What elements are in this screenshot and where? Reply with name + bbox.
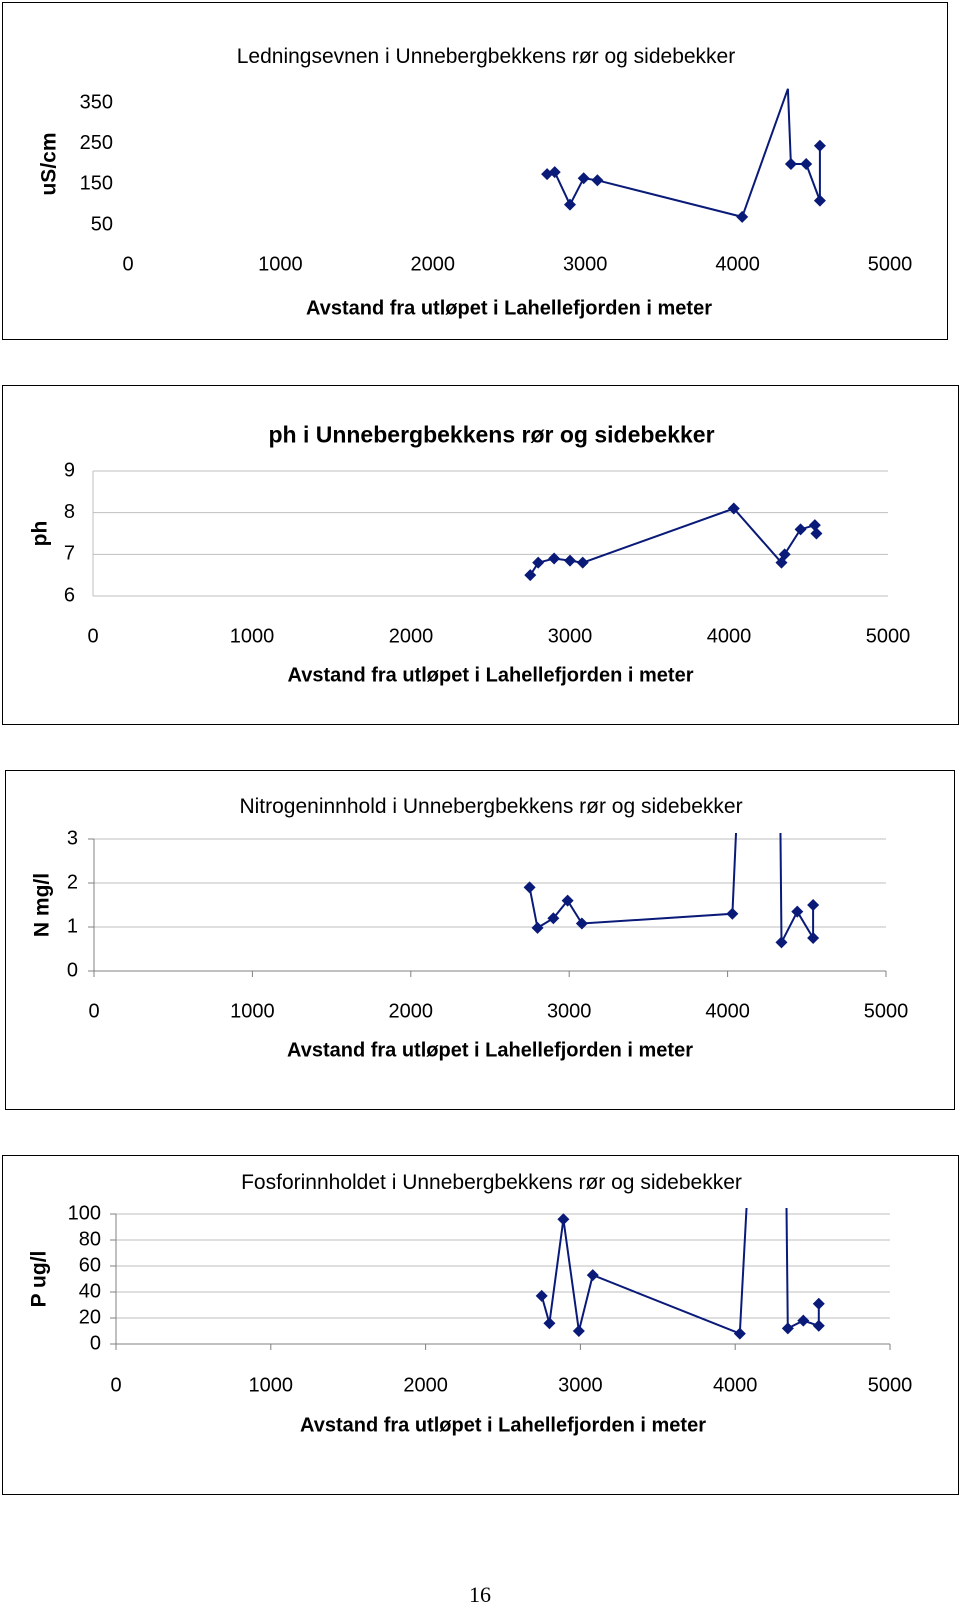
x-tick-label: 3000 <box>546 1000 592 1023</box>
chart-title: ph i Unnebergbekkens rør og sidebekker <box>268 421 715 448</box>
x-tick-label: 2000 <box>403 1374 448 1397</box>
data-point <box>543 1317 555 1329</box>
y-axis-label: ph <box>28 520 52 547</box>
phosphorus-chart <box>3 1156 960 1496</box>
x-axis-label: Avstand fra utløpet i Lahellefjorden i meter <box>287 664 694 687</box>
nitrogen-chart <box>6 771 956 1111</box>
x-tick-label: 5000 <box>865 625 911 648</box>
data-point <box>734 1328 746 1340</box>
data-point <box>587 1269 599 1281</box>
y-tick-label: 0 <box>66 959 78 982</box>
x-tick-label: 4000 <box>712 1374 758 1397</box>
y-tick-label: 0 <box>89 1332 101 1355</box>
y-tick-label: 250 <box>79 131 113 154</box>
x-axis-label: Avstand fra utløpet i Lahellefjorden i meter <box>300 1414 706 1437</box>
x-tick-label: 0 <box>110 1374 122 1397</box>
x-tick-label: 1000 <box>229 625 275 648</box>
ph-chart <box>3 386 960 726</box>
conductivity-chart-panel <box>2 2 948 340</box>
data-point <box>736 211 748 223</box>
x-tick-label: 3000 <box>558 1374 603 1397</box>
y-axis-label: uS/cm <box>37 132 61 196</box>
data-point <box>564 555 576 567</box>
y-tick-label: 60 <box>78 1254 101 1277</box>
x-tick-label: 0 <box>88 1000 100 1023</box>
x-tick-label: 4000 <box>715 253 760 276</box>
x-tick-label: 2000 <box>388 625 434 648</box>
data-point <box>573 1325 585 1337</box>
data-point <box>524 569 536 581</box>
x-tick-label: 1000 <box>248 1374 294 1397</box>
x-tick-label: 0 <box>122 253 134 276</box>
y-tick-label: 7 <box>63 542 75 565</box>
data-point <box>564 199 576 211</box>
data-point <box>810 528 822 540</box>
data-point <box>578 172 590 184</box>
data-point <box>577 557 589 569</box>
y-tick-label: 150 <box>79 172 113 195</box>
nitrogen-chart-panel <box>5 770 955 1110</box>
y-tick-label: 20 <box>78 1306 101 1329</box>
y-tick-label: 350 <box>79 91 113 114</box>
x-tick-label: 1000 <box>230 1000 275 1023</box>
series-line <box>547 89 820 217</box>
data-point <box>591 174 603 186</box>
y-tick-label: 80 <box>78 1228 101 1251</box>
y-tick-label: 9 <box>63 459 75 482</box>
data-point <box>532 922 544 934</box>
x-axis-label: Avstand fra utløpet i Lahellefjorden i meter <box>306 297 712 320</box>
x-tick-label: 5000 <box>867 253 913 276</box>
y-tick-label: 2 <box>66 871 78 894</box>
x-tick-label: 4000 <box>705 1000 750 1023</box>
chart-title: Fosforinnholdet i Unnebergbekkens rør og sidebekker <box>241 1171 742 1195</box>
data-point <box>532 557 544 569</box>
x-tick-label: 0 <box>87 625 99 648</box>
x-tick-label: 1000 <box>258 253 303 276</box>
data-point <box>814 195 826 207</box>
y-tick-label: 40 <box>78 1280 101 1303</box>
data-point <box>797 1315 809 1327</box>
y-tick-label: 50 <box>90 213 113 236</box>
data-point <box>813 1298 825 1310</box>
data-point <box>807 932 819 944</box>
phosphorus-chart-panel <box>2 1155 959 1495</box>
y-tick-label: 1 <box>66 915 78 938</box>
page-number: 16 <box>469 1582 491 1607</box>
conductivity-chart <box>3 3 949 341</box>
x-tick-label: 2000 <box>388 1000 434 1023</box>
y-tick-label: 100 <box>67 1202 101 1225</box>
data-point <box>814 140 826 152</box>
data-point <box>813 1320 825 1332</box>
chart-title: Nitrogeninnhold i Unnebergbekkens rør og sidebekker <box>239 795 743 819</box>
y-axis-label: P ug/l <box>27 1250 51 1308</box>
data-point <box>800 158 812 170</box>
data-point <box>807 899 819 911</box>
x-tick-label: 3000 <box>562 253 608 276</box>
data-point <box>791 906 803 918</box>
data-point <box>782 1322 794 1334</box>
x-tick-label: 2000 <box>410 253 456 276</box>
y-tick-label: 8 <box>63 500 75 523</box>
chart-title: Ledningsevnen i Unnebergbekkens rør og sidebekker <box>236 45 736 69</box>
data-point <box>557 1213 569 1225</box>
series-line <box>530 509 816 576</box>
ph-chart-panel <box>2 385 959 725</box>
data-point <box>795 523 807 535</box>
data-point <box>785 158 797 170</box>
data-point <box>576 917 588 929</box>
x-tick-label: 4000 <box>706 625 752 648</box>
x-axis-label: Avstand fra utløpet i Lahellefjorden i meter <box>287 1039 693 1062</box>
data-point <box>726 908 738 920</box>
y-tick-label: 3 <box>66 827 78 850</box>
y-tick-label: 6 <box>63 584 75 607</box>
series-line <box>542 1188 819 1334</box>
x-tick-label: 5000 <box>863 1000 909 1023</box>
x-tick-label: 3000 <box>547 625 593 648</box>
y-axis-label: N mg/l <box>30 872 54 938</box>
x-tick-label: 5000 <box>867 1374 913 1397</box>
data-point <box>775 936 787 948</box>
